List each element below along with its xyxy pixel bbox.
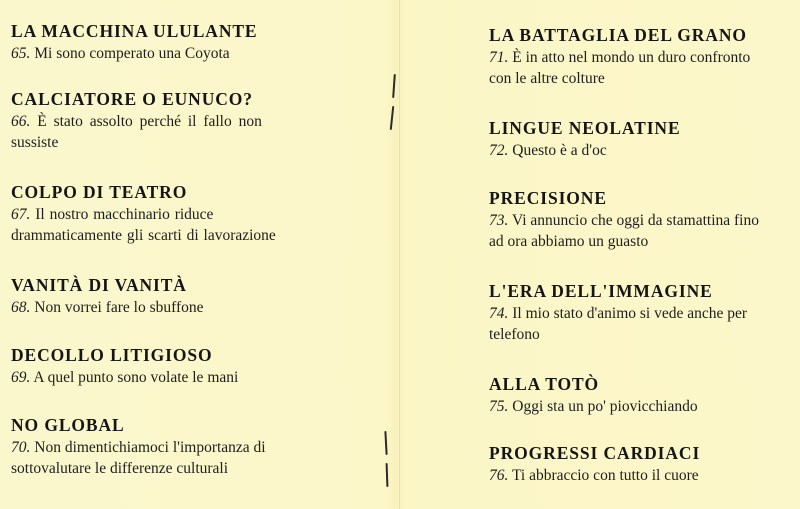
binding-stitch bbox=[392, 74, 396, 98]
binding-stitch bbox=[386, 463, 389, 487]
entry-title: DECOLLO LITIGIOSO bbox=[11, 345, 213, 365]
entry bbox=[11, 182, 381, 246]
entry-title: PROGRESSI CARDIACI bbox=[489, 443, 701, 463]
binding-stitch bbox=[390, 106, 394, 130]
entry-body bbox=[11, 111, 303, 153]
entry bbox=[489, 443, 789, 486]
entry-number: 65. bbox=[11, 45, 31, 62]
entry-body bbox=[11, 204, 291, 246]
entry bbox=[11, 275, 381, 318]
entry-text: È in atto nel mondo un duro confronto con le altre colture bbox=[489, 49, 751, 87]
entry-title: PRECISIONE bbox=[489, 188, 607, 208]
entry-title: ALLA TOTÒ bbox=[489, 374, 600, 394]
entry-title: L'ERA DELL'IMMAGINE bbox=[489, 281, 713, 301]
entry-title: LA BATTAGLIA DEL GRANO bbox=[489, 25, 747, 45]
entry-text: Questo è a d'oc bbox=[508, 142, 607, 159]
entry-body bbox=[489, 210, 774, 252]
entry bbox=[11, 89, 381, 153]
entry-number: 73. bbox=[489, 212, 509, 229]
entry-number: 69. bbox=[11, 369, 31, 386]
entry-number: 75. bbox=[489, 398, 509, 415]
entry bbox=[489, 188, 789, 252]
entry-body bbox=[489, 303, 774, 345]
entry-number: 76. bbox=[489, 467, 509, 484]
entry-body bbox=[489, 465, 789, 486]
entry bbox=[11, 345, 381, 388]
entry bbox=[489, 374, 789, 417]
entry-title: COLPO DI TEATRO bbox=[11, 182, 188, 202]
entry-text: Vi annuncio che oggi da stamattina fino ad ora abbiamo un guasto bbox=[489, 212, 759, 250]
entry-number: 66. bbox=[11, 113, 31, 130]
entry-title: NO GLOBAL bbox=[11, 415, 125, 435]
entry-number: 68. bbox=[11, 299, 31, 316]
entry-number: 70. bbox=[11, 439, 31, 456]
entry-number: 71. bbox=[489, 49, 509, 66]
binding-stitch bbox=[384, 431, 387, 455]
entry-text: Non vorrei fare lo sbuffone bbox=[30, 299, 204, 316]
entry-number: 72. bbox=[489, 142, 509, 159]
page-fold bbox=[399, 0, 400, 509]
entry-title: CALCIATORE O EUNUCO? bbox=[11, 89, 253, 109]
entry-body bbox=[489, 47, 774, 89]
entry-text: Ti abbraccio con tutto il cuore bbox=[508, 467, 699, 484]
entry-text: Oggi sta un po' piovicchiando bbox=[508, 398, 698, 415]
entry-text: Il mio stato d'animo si vede anche per telefono bbox=[489, 305, 748, 343]
entry-text: A quel punto sono volate le mani bbox=[30, 369, 239, 386]
entry-body bbox=[11, 297, 381, 318]
entry-number: 67. bbox=[11, 206, 31, 223]
entry-number: 74. bbox=[489, 305, 509, 322]
entry bbox=[11, 415, 381, 479]
entry bbox=[11, 21, 381, 64]
entry bbox=[489, 25, 789, 89]
entry-title: LINGUE NEOLATINE bbox=[489, 118, 681, 138]
entry-body bbox=[489, 140, 789, 161]
entry-body bbox=[11, 437, 296, 479]
entry-text: Non dimentichiamoci l'importanza di sottovalutare le differenze culturali bbox=[11, 439, 266, 477]
entry-title: VANITÀ DI VANITÀ bbox=[11, 275, 187, 295]
entry-body bbox=[11, 43, 271, 64]
entry-text: È stato assolto perché il fallo non sussiste bbox=[11, 113, 262, 151]
entry-text: Il nostro macchinario riduce drammaticamente gli scarti di lavorazione bbox=[11, 206, 276, 244]
entry-body bbox=[11, 367, 381, 388]
entry-text: Mi sono comperato una Coyota bbox=[30, 45, 230, 62]
entry bbox=[489, 281, 789, 345]
entry-body bbox=[489, 396, 789, 417]
entry-title: LA MACCHINA ULULANTE bbox=[11, 21, 258, 41]
entry bbox=[489, 118, 789, 161]
